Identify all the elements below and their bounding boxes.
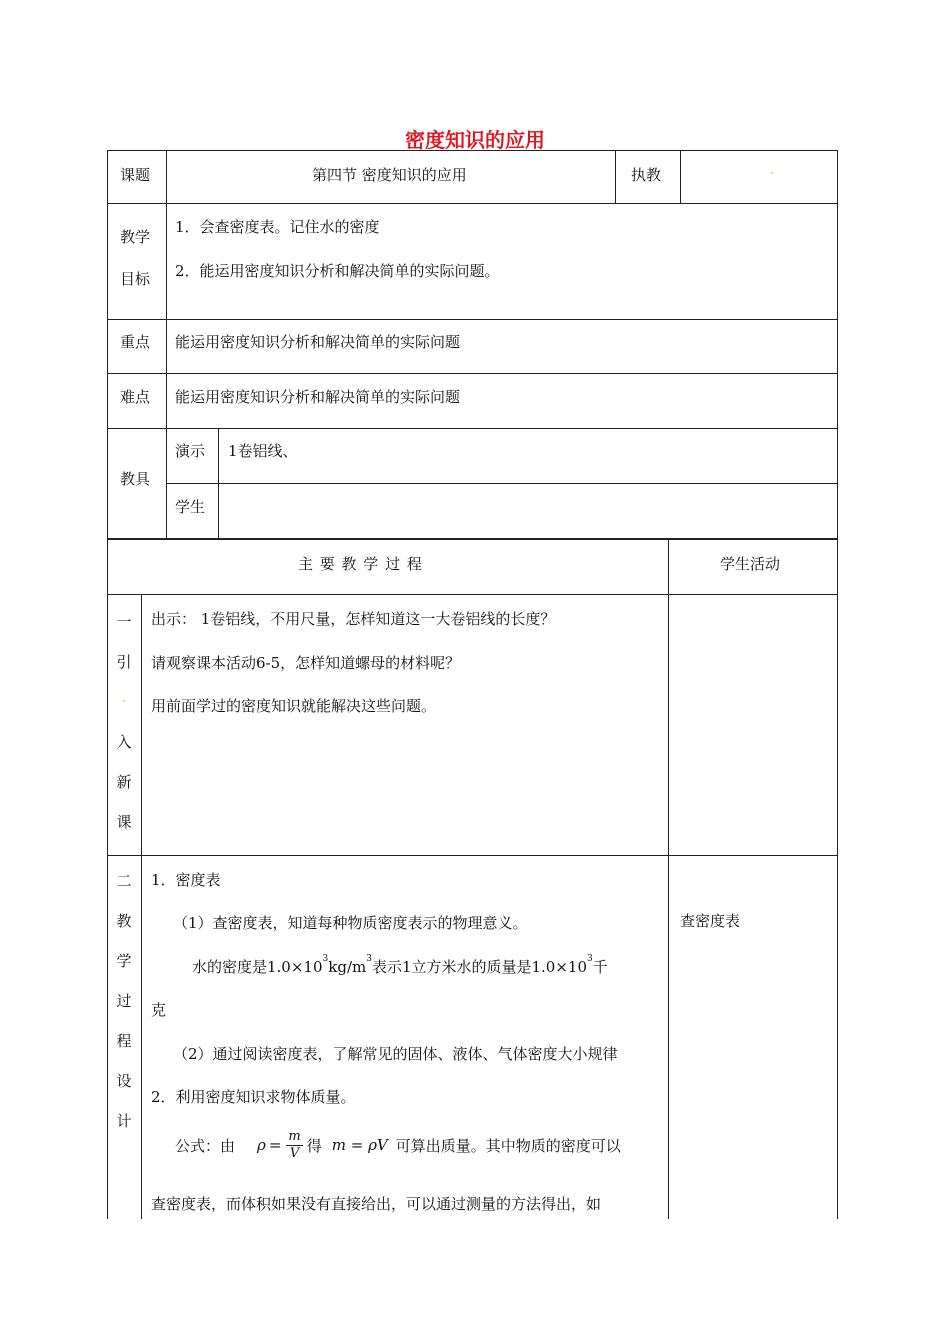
difficulty-text: 能运用密度知识分析和解决简单的实际问题 [175, 388, 461, 406]
demo-label: 演示 [175, 442, 206, 460]
section2-line-3: 水的密度是$1.0\times 10^3kg/m^3$表示1立方米水的质量是$1.0\times 10^3$千 [192, 954, 608, 976]
density-fraction: $\frac{m}{V}$ [288, 1128, 301, 1161]
materials-label: 教具 [120, 470, 151, 488]
section2-line-4: （2）通过阅读密度表，了解常见的固体、液体、气体密度大小规律 [173, 1045, 618, 1063]
section2-formula-line: 公式：由 ρ = $\frac{m}{V}$ 得 m = ρV 可算出质量。其中物质的密度可以 [175, 1128, 621, 1161]
topic-title: 第四节 密度知识的应用 [312, 166, 467, 184]
section2-line-7: 查密度表，而体积如果没有直接给出，可以通过测量的方法得出，如 [151, 1195, 602, 1213]
section2-label: 二 教 学 过 程 设 计 [116, 872, 132, 1130]
section2-line-1: 1．密度表 [151, 871, 221, 889]
section1-line-1: 出示： 1卷铝线，不用尺量，怎样知道这一大卷铝线的长度？ [151, 610, 556, 628]
section2-line-3-cont: 克 [151, 1001, 167, 1019]
objective-item-2: 2．能运用密度知识分析和解决简单的实际问题。 [175, 262, 500, 280]
section1-label: 一 引 - 入 新 课 [116, 613, 132, 831]
student-label: 学生 [175, 498, 206, 516]
section1-line-3: 用前面学过的密度知识就能解决这些问题。 [151, 697, 437, 715]
key-point-text: 能运用密度知识分析和解决简单的实际问题 [175, 333, 461, 351]
topic-label: 课题 [120, 166, 151, 184]
section2-line-5: 2．利用密度知识求物体质量。 [151, 1088, 356, 1106]
difficulty-label: 难点 [120, 388, 151, 406]
objectives-label-2: 目标 [120, 270, 151, 288]
key-point-label: 重点 [120, 333, 151, 351]
process-header: 主 要 教 学 过 程 [298, 555, 423, 573]
document-title: 密度知识的应用 [405, 128, 545, 152]
objective-item-1: 1．会查密度表。记住水的密度 [175, 218, 380, 236]
objectives-label-1: 教学 [120, 228, 151, 246]
section2-line-2: （1）查密度表，知道每种物质密度表示的物理意义。 [173, 914, 528, 932]
demo-text: 1卷铝线、 [228, 442, 298, 460]
teacher-mark: - [770, 168, 774, 179]
teacher-label: 执教 [631, 166, 662, 184]
section2-activity: 查密度表 [680, 912, 741, 930]
section1-line-2: 请观察课本活动6-5，怎样知道螺母的材料呢？ [151, 654, 461, 672]
activity-header: 学生活动 [720, 555, 781, 573]
